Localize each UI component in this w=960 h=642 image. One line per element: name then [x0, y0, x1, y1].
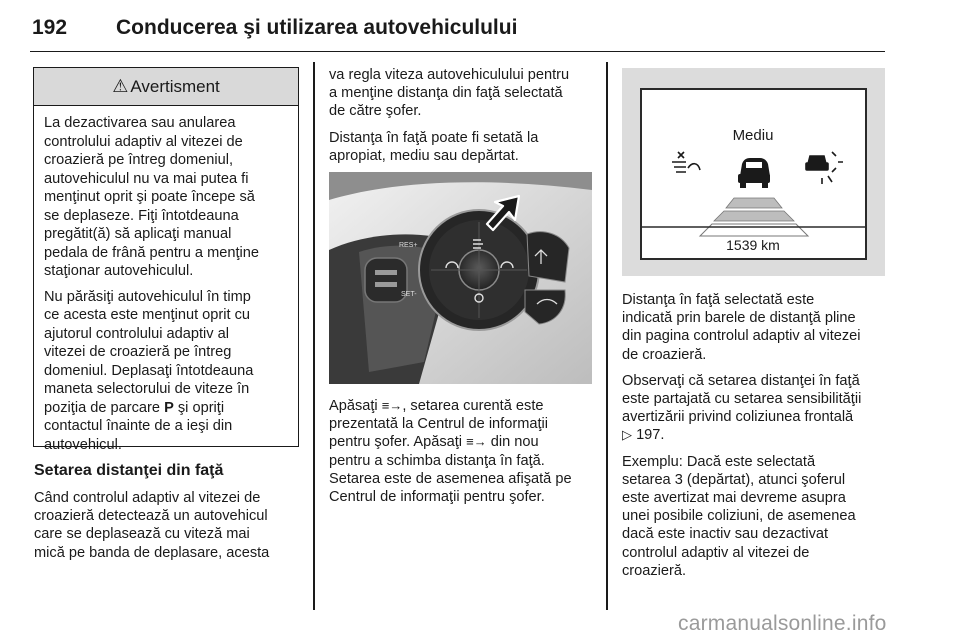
- page-title: Conducerea şi utilizarea autovehiculului: [116, 16, 518, 39]
- column-divider-2: [606, 62, 608, 610]
- page-reference-link[interactable]: 197.: [636, 427, 665, 444]
- display-graphic: [642, 90, 865, 258]
- distance-icon: ≡→: [466, 434, 487, 450]
- col2-paragraph-2: Distanţa în faţă poate fi setată la apropiat, mediu sau depărtat.: [329, 129, 539, 164]
- page-reference-arrow-icon: ▷: [622, 427, 632, 443]
- car-ahead-icon: [738, 158, 770, 188]
- column-3-text: [622, 291, 890, 588]
- col3-paragraph-2: Observaţi că setarea distanţei în faţă este partajată cu setarea sensibilităţii avertizării privind coliziunea frontală ▷ 197.: [622, 372, 862, 444]
- steering-wheel-photo: [329, 172, 592, 384]
- distance-bar-1: [726, 198, 782, 208]
- warning-paragraph-2: Nu părăsiţi autovehiculul în timp ce acesta este menţinut oprit cu ajutorul controlului adaptiv al vitezei de croazieră pe întreg domeniul. Deplasaţi întotdeauna maneta selectorului de viteze în poziţia de parcare P şi opriţi contactul înainte de a ieşi din autovehicul.: [44, 288, 254, 453]
- set-button-label: SET-: [401, 291, 417, 298]
- warning-paragraph-1: La dezactivarea sau anularea controlului adaptiv al vitezei de croazieră pe întreg domeniul, autovehiculul nu va mai putea fi menţinut oprit şi poate începe să se deplaseze. Fiţi întotdeauna pregătit(ă) să aplicaţi manual pedala de frână pentru a menţine staţionar autovehiculul.: [44, 115, 260, 279]
- driver-info-display: [640, 88, 867, 260]
- warning-triangle-icon: ⚠: [112, 76, 129, 96]
- page-header: [30, 4, 885, 52]
- warning-header: [34, 68, 298, 106]
- column-2-top-text: [329, 66, 599, 173]
- section-title: Setarea distanţei din faţă: [34, 462, 224, 479]
- col2-paragraph-1: va regla viteza autovehiculului pentru a menţine distanţa din faţă selectată de către şofer.: [329, 67, 570, 120]
- col3-paragraph-3: Exemplu: Dacă este selectată setarea 3 (depărtat), atunci şoferul este avertizat mai devreme asupra unei posibile coliziuni, de asemenea dacă este inactiv sau dezactivat controlul adaptiv al vitezei de croazieră.: [622, 453, 856, 579]
- odometer-readout: 1539 km: [726, 237, 780, 253]
- col3-paragraph-1: Distanţa în faţă selectată este indicată prin barele de distanţă pline din pagina controlul adaptiv al vitezei de croazieră.: [622, 292, 861, 363]
- driver-info-display-panel: [622, 68, 885, 276]
- adaptive-cruise-icon: [672, 152, 700, 172]
- warning-body: [34, 106, 298, 454]
- page-number: 192: [32, 16, 68, 39]
- distance-bar-2: [714, 211, 794, 221]
- watermark: carmanualsonline.info: [678, 612, 887, 635]
- steering-wheel-illustration: [329, 172, 592, 384]
- distance-setting-label: Mediu: [732, 127, 774, 144]
- collision-alert-icon: [806, 152, 843, 184]
- section-intro: Când controlul adaptiv al vitezei de croazieră detectează un autovehicul care se deplasează cu viteză mai mică pe banda de deplasare, acesta: [34, 490, 270, 561]
- column-2-bottom-text: Apăsaţi ≡→, setarea curentă este prezentată la Centrul de informaţii pentru şofer. Apăsaţi ≡→ din nou pentru a schimba distanţa în faţă. Setarea este de asemenea afişată pe Centrul de informaţii pentru şofer.: [329, 398, 572, 506]
- column-divider-1: [313, 62, 315, 610]
- warning-title: Avertisment: [130, 76, 220, 96]
- distance-icon: ≡→: [381, 398, 403, 413]
- warning-box: [33, 67, 299, 453]
- park-position-letter: P: [164, 399, 174, 416]
- distance-bar-3: [700, 224, 808, 236]
- res-button-label: RES+: [399, 242, 418, 249]
